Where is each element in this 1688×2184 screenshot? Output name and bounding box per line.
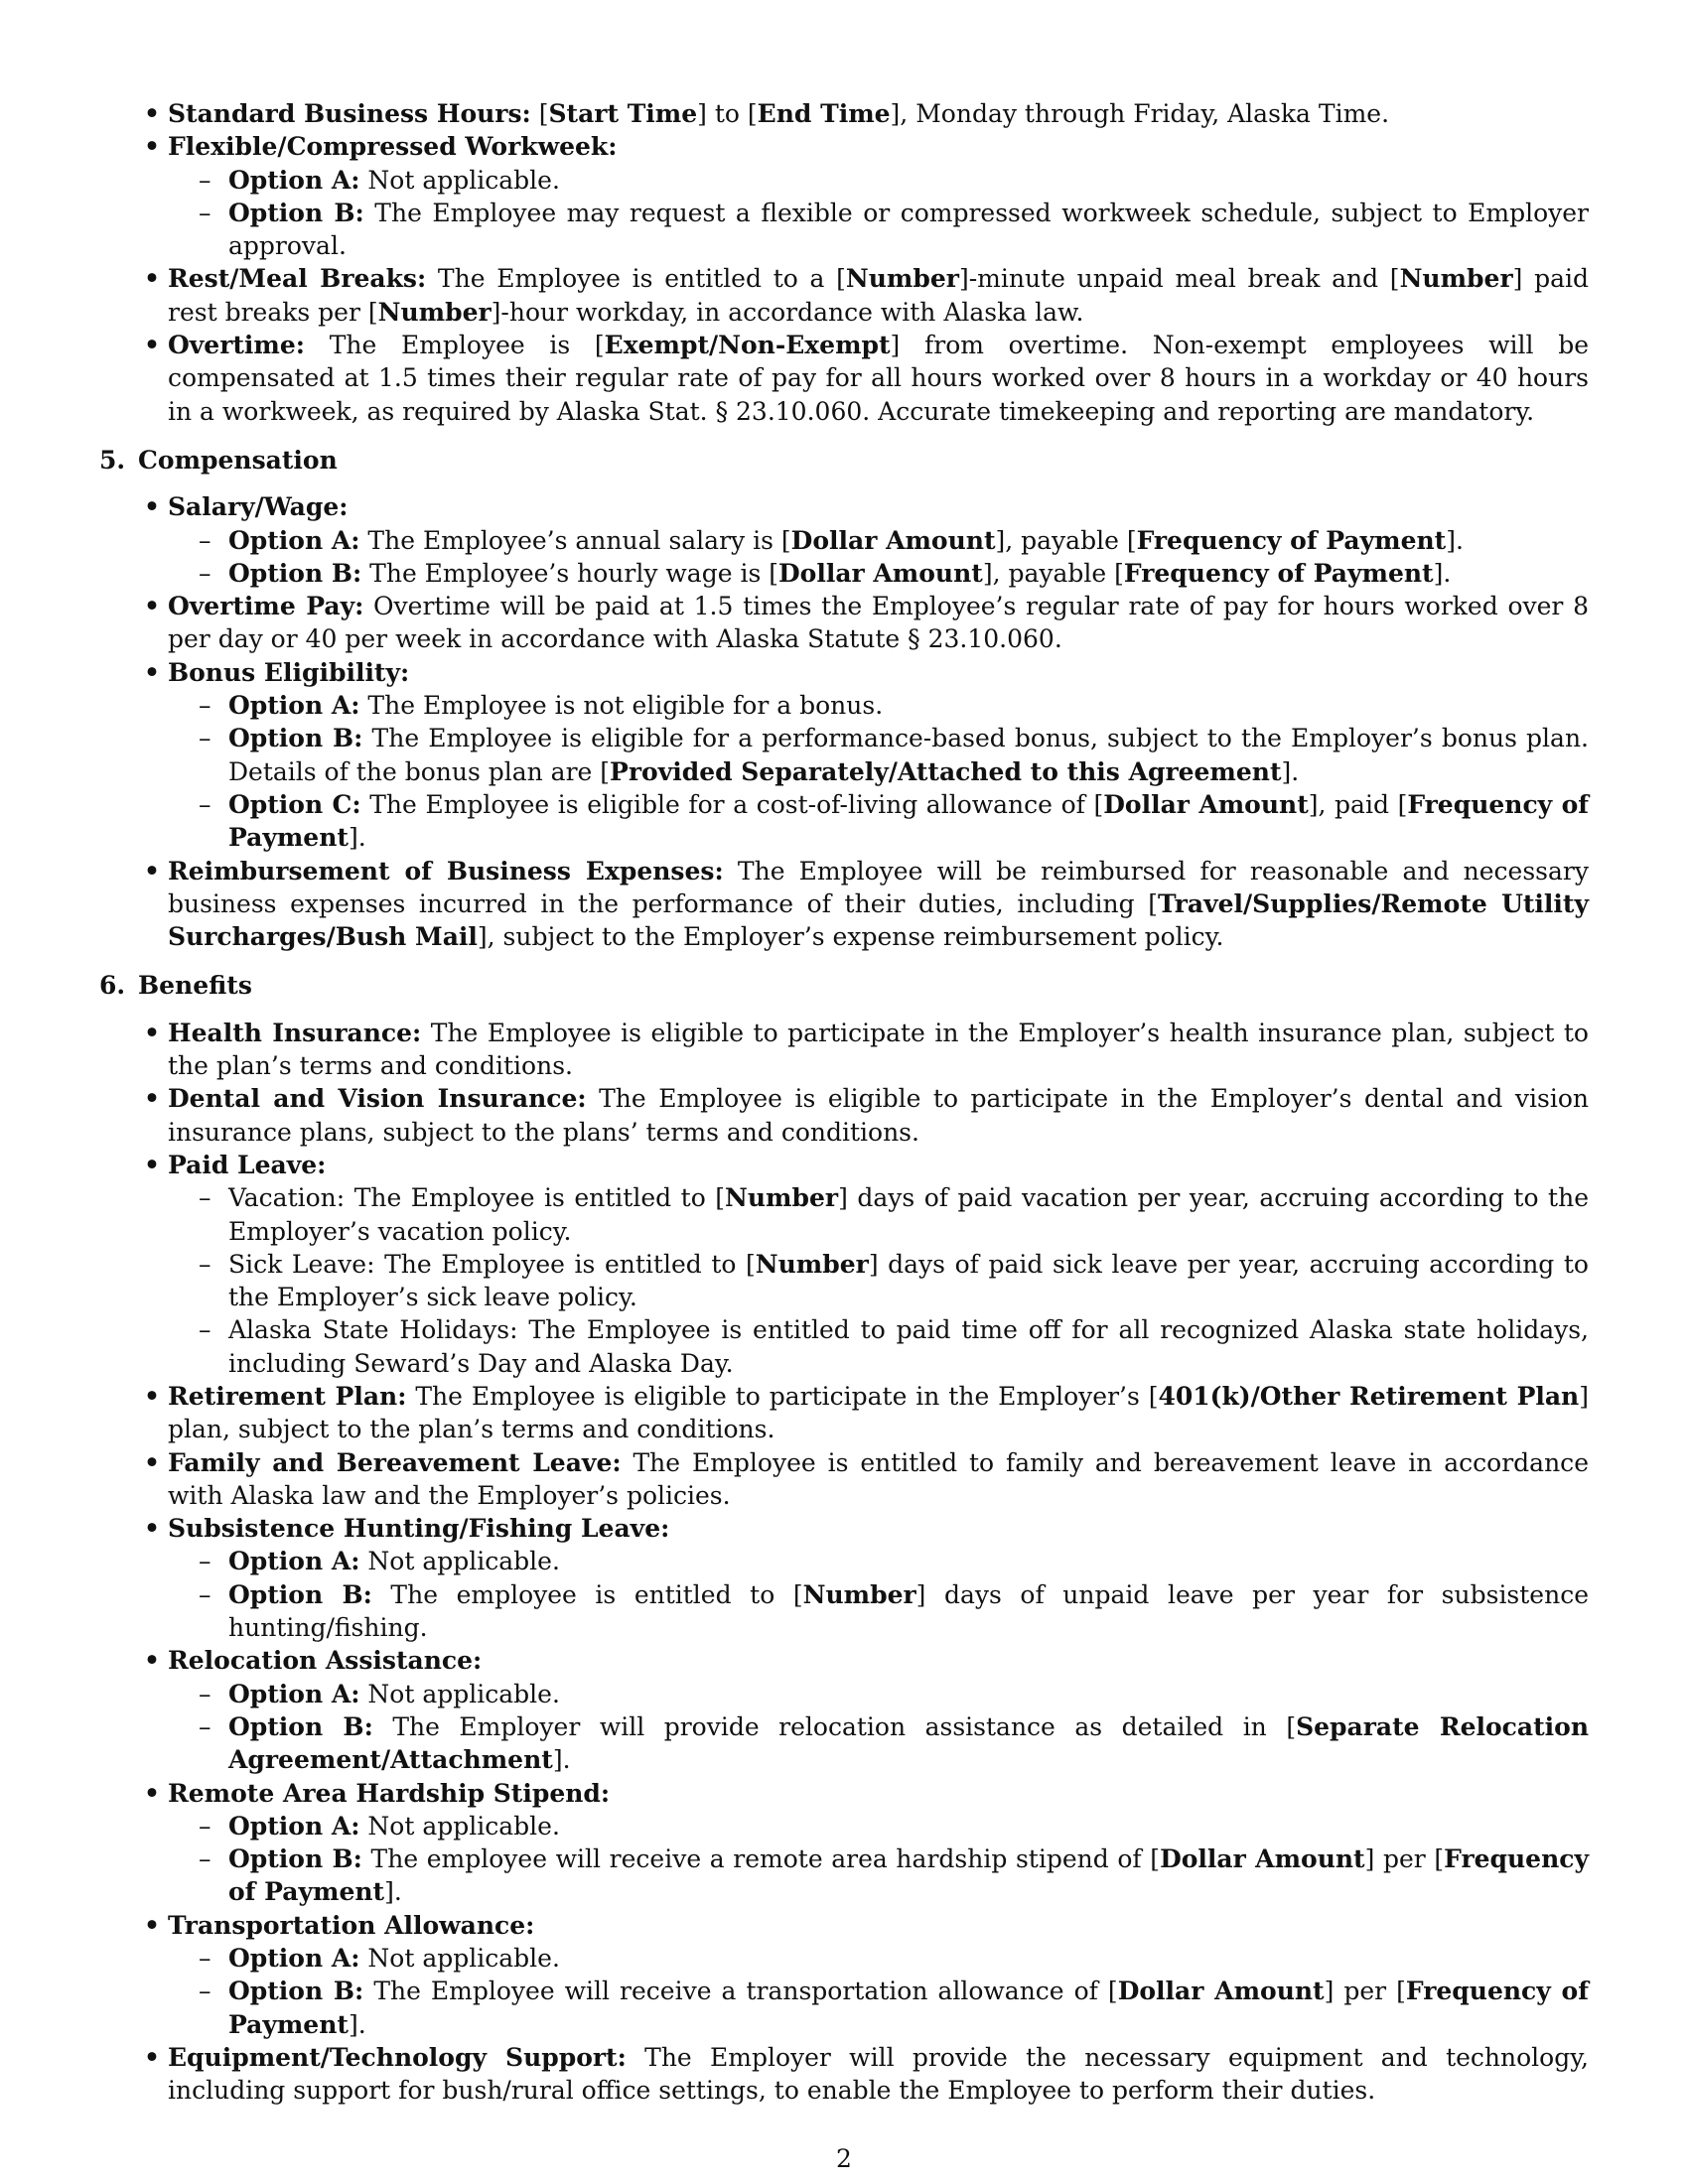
list-item-transportation-allowance: • Transportation Allowance: – Option A: Not applicable. – Option B: The Employee will receive a transportation allowance of [Dollar Amount] per [Frequency of Payment]. <box>168 1909 1589 2041</box>
sub-list <box>168 1181 1589 1380</box>
option-list <box>168 524 1589 591</box>
page-number: 2 <box>836 2144 852 2173</box>
list-item-paid-leave: • Paid Leave: – Vacation: The Employee is entitled to [Number] days of paid vacation per year, accruing according to the Employer’s vacation policy. – Sick Leave: The Employee is entitled to [Number] days of paid sick leave per year, accruing according to the Employer’s sick leave policy. – Alaska State Holidays: The Employee is entitled to paid time off for all recognized Alaska state holidays, including Seward’s Day and Alaska Day. <box>168 1149 1589 1380</box>
section-heading-compensation: 5. Compensation <box>99 445 338 475</box>
option-item: – Option A: The Employee’s annual salary is [Dollar Amount], payable [Frequency of Payment]. <box>228 524 1589 557</box>
option-item: – Option B: The employee is entitled to [Number] days of unpaid leave per year for subsistence hunting/fishing. <box>228 1578 1589 1645</box>
option-list <box>168 689 1589 854</box>
list-item-health-insurance: • Health Insurance: The Employee is eligible to participate in the Employer’s health insurance plan, subject to the plan’s terms and conditions. <box>168 1017 1589 1083</box>
option-item: – Option A: Not applicable. <box>228 1942 1589 1975</box>
work-hours-list <box>99 97 1589 428</box>
option-item: – Option B: The Employee’s hourly wage is [Dollar Amount], payable [Frequency of Payment]. <box>228 557 1589 590</box>
benefits-list <box>99 1017 1589 2108</box>
list-item-subsistence-leave: • Subsistence Hunting/Fishing Leave: – Option A: Not applicable. – Option B: The employee is entitled to [Number] days of unpaid leave per year for subsistence hunting/fishing. <box>168 1512 1589 1644</box>
compensation-list <box>99 490 1589 953</box>
option-list <box>168 164 1589 263</box>
list-item-hardship-stipend: • Remote Area Hardship Stipend: – Option A: Not applicable. – Option B: The employee will receive a remote area hardship stipend of [Dollar Amount] per [Frequency of Payment]. <box>168 1777 1589 1909</box>
sub-item-state-holidays: – Alaska State Holidays: The Employee is entitled to paid time off for all recognized Alaska state holidays, including Seward’s Day and Alaska Day. <box>228 1313 1589 1380</box>
option-item: – Option A: Not applicable. <box>228 164 1589 197</box>
document-page <box>99 97 1589 2123</box>
list-item-equipment-support: • Equipment/Technology Support: The Employer will provide the necessary equipment and technology, including support for bush/rural office settings, to enable the Employee to perform their duties. <box>168 2041 1589 2108</box>
option-item: – Option A: Not applicable. <box>228 1545 1589 1577</box>
option-list <box>168 1678 1589 1777</box>
sub-item-vacation: – Vacation: The Employee is entitled to [Number] days of paid vacation per year, accruing according to the Employer’s vacation policy. <box>228 1181 1589 1248</box>
option-list <box>168 1942 1589 2041</box>
list-item-family-bereavement: • Family and Bereavement Leave: The Employee is entitled to family and bereavement leave in accordance with Alaska law and the Employer’s policies. <box>168 1446 1589 1513</box>
option-item: – Option B: The employee will receive a remote area hardship stipend of [Dollar Amount] per [Frequency of Payment]. <box>228 1843 1589 1909</box>
list-item-salary-wage: • Salary/Wage: – Option A: The Employee’s annual salary is [Dollar Amount], payable [Frequency of Payment]. – Option B: The Employee’s hourly wage is [Dollar Amount], payable [Frequency of Payment]. <box>168 490 1589 590</box>
option-item: – Option B: The Employee is eligible for a performance-based bonus, subject to the Employer’s bonus plan. Details of the bonus plan are [Provided Separately/Attached to this Agreement]. <box>228 722 1589 788</box>
list-item-flexible-workweek: • Flexible/Compressed Workweek: – Option A: Not applicable. – Option B: The Employee may request a flexible or compressed workweek schedule, subject to Employer approval. <box>168 130 1589 262</box>
option-list <box>168 1810 1589 1909</box>
section-heading-benefits: 6. Benefits <box>99 971 252 1001</box>
list-item-overtime: • Overtime: The Employee is [Exempt/Non-Exempt] from overtime. Non-exempt employees will be compensated at 1.5 times their regular rate of pay for all hours worked over 8 hours in a workday or 40 hours in a workweek, as required by Alaska Stat. § 23.10.060. Accurate timekeeping and reporting are mandatory. <box>168 329 1589 428</box>
list-item-business-hours: • Standard Business Hours: [Start Time] to [End Time], Monday through Friday, Alaska Time. <box>168 97 1589 130</box>
option-item: – Option A: The Employee is not eligible for a bonus. <box>228 689 1589 722</box>
option-item: – Option B: The Employer will provide relocation assistance as detailed in [Separate Relocation Agreement/Attachment]. <box>228 1710 1589 1777</box>
option-list <box>168 1545 1589 1644</box>
option-item: – Option B: The Employee may request a flexible or compressed workweek schedule, subject to Employer approval. <box>228 197 1589 263</box>
list-item-retirement-plan: • Retirement Plan: The Employee is eligible to participate in the Employer’s [401(k)/Other Retirement Plan] plan, subject to the plan’s terms and conditions. <box>168 1380 1589 1446</box>
list-item-relocation-assistance: • Relocation Assistance: – Option A: Not applicable. – Option B: The Employer will provide relocation assistance as detailed in [Separate Relocation Agreement/Attachment]. <box>168 1644 1589 1776</box>
list-item-bonus-eligibility: • Bonus Eligibility: – Option A: The Employee is not eligible for a bonus. – Option B: The Employee is eligible for a performance-based bonus, subject to the Employer’s bonus plan. Details of the bonus plan are [Provided Separately/Attached to this Agreement]. – Option C: The Employee is eligible for a cost-of-living allowance of [Dollar Amount], paid [Frequency of Payment]. <box>168 656 1589 855</box>
option-item: – Option A: Not applicable. <box>228 1810 1589 1843</box>
option-item: – Option B: The Employee will receive a transportation allowance of [Dollar Amount] per [Frequency of Payment]. <box>228 1975 1589 2041</box>
option-item: – Option C: The Employee is eligible for a cost-of-living allowance of [Dollar Amount], paid [Frequency of Payment]. <box>228 788 1589 855</box>
option-item: – Option A: Not applicable. <box>228 1678 1589 1710</box>
list-item-dental-vision: • Dental and Vision Insurance: The Employee is eligible to participate in the Employer’s dental and vision insurance plans, subject to the plans’ terms and conditions. <box>168 1082 1589 1149</box>
list-item-overtime-pay: • Overtime Pay: Overtime will be paid at 1.5 times the Employee’s regular rate of pay for hours worked over 8 per day or 40 per week in accordance with Alaska Statute § 23.10.060. <box>168 590 1589 656</box>
sub-item-sick-leave: – Sick Leave: The Employee is entitled to [Number] days of paid sick leave per year, accruing according to the Employer’s sick leave policy. <box>228 1248 1589 1314</box>
list-item-reimbursement: • Reimbursement of Business Expenses: The Employee will be reimbursed for reasonable and necessary business expenses incurred in the performance of their duties, including [Travel/Supplies/Remote Utility Surcharges/Bush Mail], subject to the Employer’s expense reimbursement policy. <box>168 855 1589 954</box>
list-item-rest-meal-breaks: • Rest/Meal Breaks: The Employee is entitled to a [Number]-minute unpaid meal break and [Number] paid rest breaks per [Number]-hour workday, in accordance with Alaska law. <box>168 262 1589 329</box>
